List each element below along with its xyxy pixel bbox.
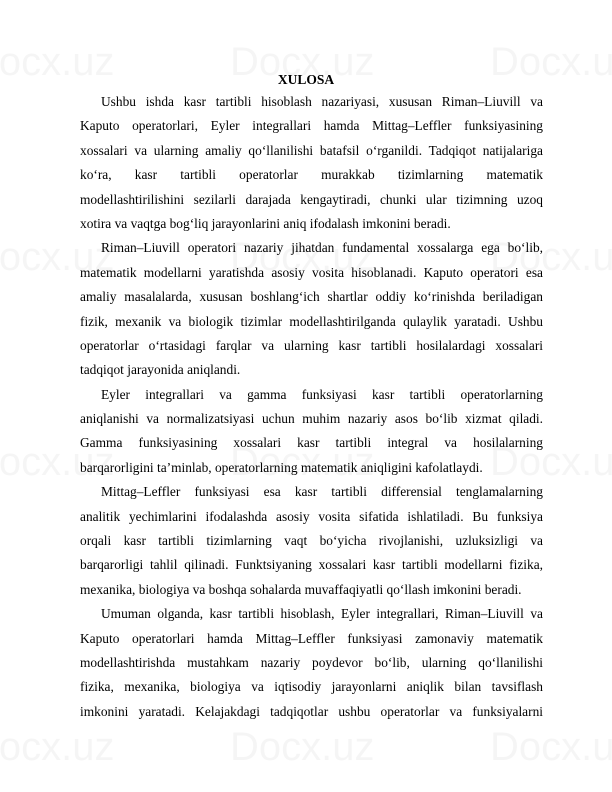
text-line: Riman–Liuvill operatori nazariy jihatdan fundamental xossalarga ega bo‘lib, [101, 240, 543, 256]
page-title: XULOSA [277, 72, 335, 87]
text-line: modellashtirishda mustahkam nazariy poydevor bo‘lib, ularning qo‘llanilishi [80, 654, 543, 670]
paragraph [80, 383, 543, 481]
text-line: modellashtirilishini sezilarli darajada kengaytiradi, chunki ular tizimning uzoq [80, 191, 543, 207]
text-line: Mittag–Leffler funksiyasi esa kasr tartibli differensial tenglamalarning [101, 484, 543, 500]
watermark [230, 725, 375, 770]
text-line: Gamma funksiyasining xossalari kasr tartibli integral va hosilalarning [80, 435, 543, 451]
text-line: operatorlar o‘rtasidagi farqlar va ularning kasr tartibli hosilalardagi xossalari [80, 337, 543, 353]
paragraph [80, 480, 543, 602]
text-line: Ushbu ishda kasr tartibli hisoblash nazariyasi, xususan Riman–Liuvill va [101, 94, 543, 109]
text-line: fizika, mexanika, biologiya va iqtisodiy jarayonlarni aniqlik bilan tavsiflash [80, 679, 543, 695]
text-line: amaliy masalalarda, xususan boshlang‘ich shartlar oddiy ko‘rinishda beriladigan [80, 289, 543, 305]
text-line: matematik modellarni yaratishda asosiy vosita hisoblanadi. Kaputo operatori esa [80, 264, 543, 280]
text-line: Eyler integrallari va gamma funksiyasi kasr tartibli operatorlarning [101, 386, 543, 402]
document-body [80, 90, 543, 724]
text-line: Kaputo operatorlari, Eyler integrallari hamda Mittag–Leffler funksiyasining [80, 118, 543, 134]
watermark [490, 725, 612, 770]
text-line: imkonini yaratadi. Kelajakdagi tadqiqotlar ushbu operatorlar va funksiyalarni [80, 703, 543, 719]
watermark [0, 725, 115, 770]
text-line: analitik yechimlarini ifodalashda asosiy vosita sifatida ishlatiladi. Bu funksiya [80, 508, 543, 524]
text-line: fizik, mexanik va biologik tizimlar modellashtirilganda qulaylik yaratadi. Ushbu [80, 313, 543, 329]
text-line: xotira va vaqtga bog‘liq jarayonlarini aniq ifodalash imkonini beradi. [80, 215, 451, 231]
paragraph [80, 90, 543, 236]
text-line: orqali kasr tartibli tizimlarning vaqt bo‘yicha rivojlanishi, uzluksizligi va [80, 533, 543, 549]
paragraph [80, 236, 543, 382]
text-line: mexanika, biologiya va boshqa sohalarda muvaffaqiyatli qo‘llash imkonini beradi. [80, 581, 522, 597]
text-line: Umuman olganda, kasr tartibli hisoblash, Eyler integrallari, Riman–Liuvill va [101, 606, 543, 622]
text-line: tadqiqot jarayonida aniqlandi. [80, 362, 241, 378]
text-line: xossalari va ularning amaliy qo‘llanilishi batafsil o‘rganildi. Tadqiqot natijalariga [80, 142, 543, 158]
paragraph [80, 602, 543, 724]
text-line: barqarorligini ta’minlab, operatorlarning matematik aniqligini kafolatlaydi. [80, 459, 483, 475]
text-line: ko‘ra, kasr tartibli operatorlar murakkab tizimlarning matematik [80, 167, 543, 183]
text-line: Kaputo operatorlari hamda Mittag–Leffler funksiyasi zamonaviy matematik [80, 630, 543, 646]
text-line: aniqlanishi va normalizatsiyasi uchun muhim nazariy asos bo‘lib xizmat qiladi. [80, 411, 543, 427]
text-line: barqarorligi tahlil qilinadi. Funktsiyaning xossalari kasr tartibli modellarni fizika, [80, 557, 543, 573]
